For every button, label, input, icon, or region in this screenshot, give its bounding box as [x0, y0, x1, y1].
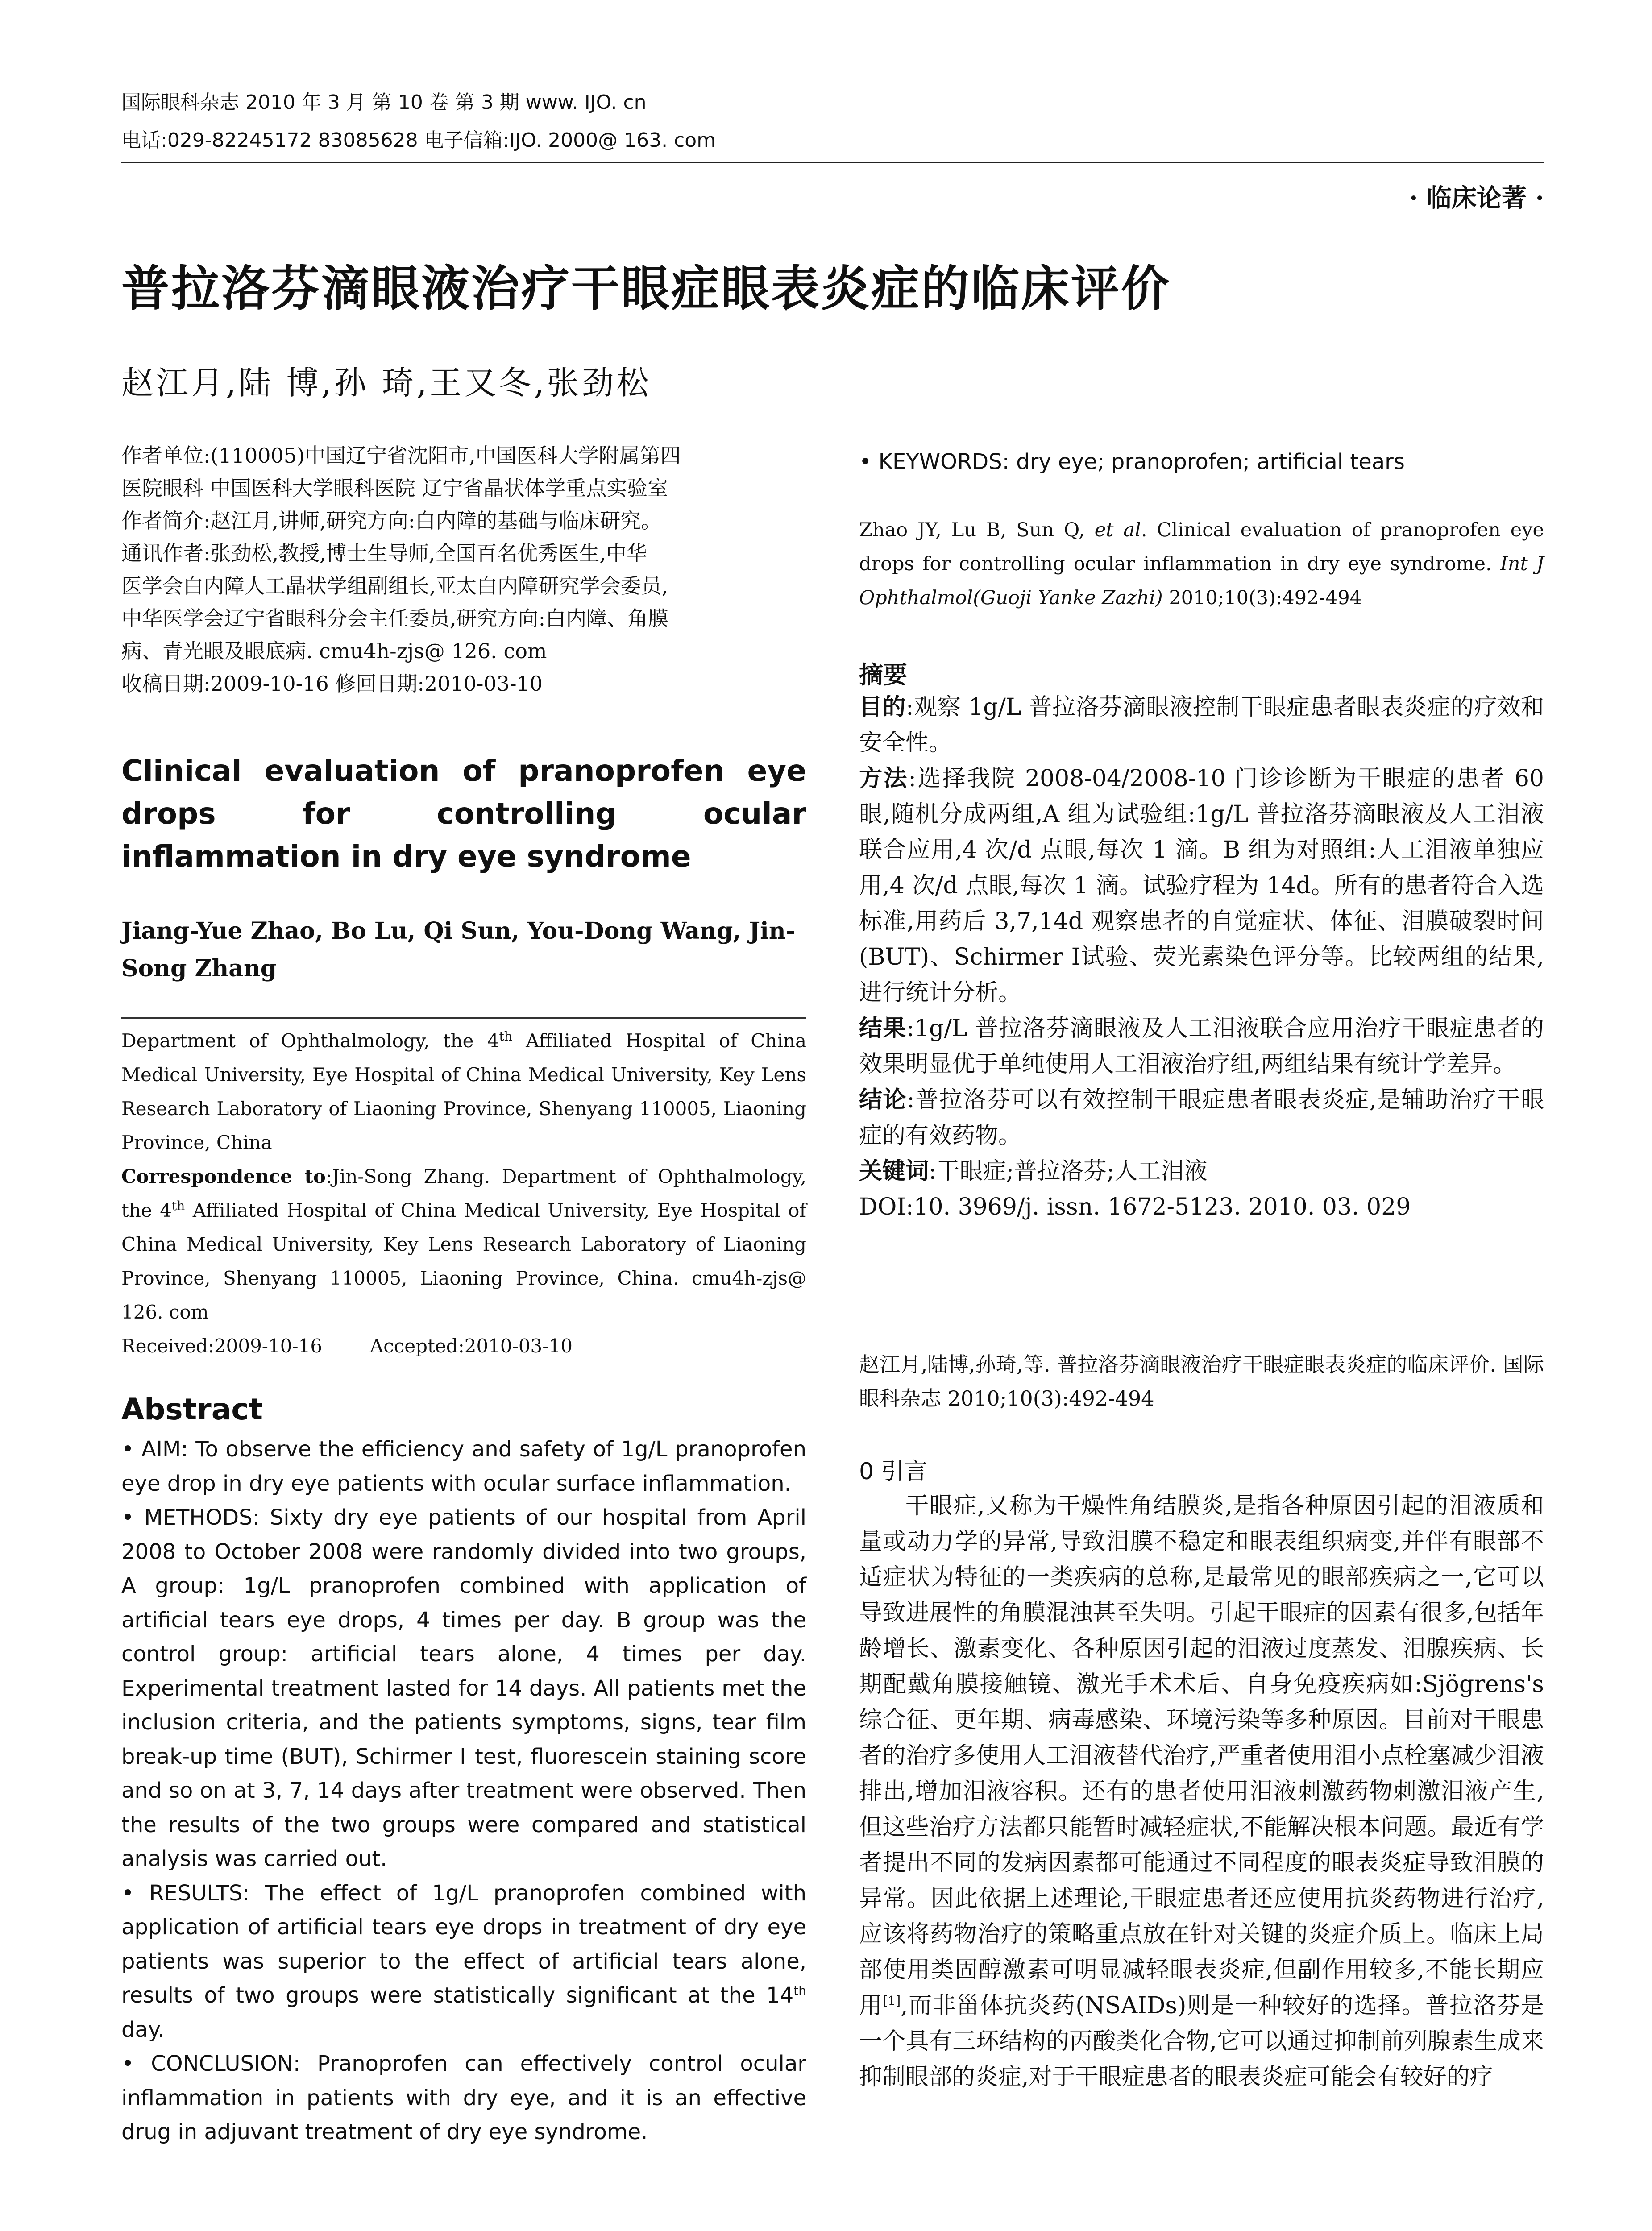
journal-contact: 电话:029-82245172 83085628 电子信箱:IJO. 2000@ 163. com	[121, 129, 716, 152]
cn-methods: 方法:选择我院 2008-04/2008-10 门诊诊断为干眼症的患者 60 眼,随机分成两组,A 组为试验组:1g/L 普拉洛芬滴眼液及人工泪液联合应用,4 次/d 点眼,每次 1 滴。B 组为对照组:人工泪液单独应用,4 次/d 点眼,每次 1 滴。试验疗程为 14d。所有的患者符合入选标准,用药后 3,7,14d 观察患者的自觉症状、体征、泪膜破裂时间(BUT)、Schirmer Ⅰ试验、荧光素染色评分等。比较两组的结果,进行统计分析。	[859, 765, 1544, 1006]
cn-abstract-body	[859, 689, 1544, 1225]
cn-results: 结果:1g/L 普拉洛芬滴眼液及人工泪液联合应用治疗干眼症患者的效果明显优于单纯使用人工泪液治疗组,两组结果有统计学差异。	[859, 1015, 1544, 1078]
affil-line: 中华医学会辽宁省眼科分会主任委员,研究方向:白内障、角膜	[121, 606, 669, 630]
dept-sup: th	[499, 1029, 512, 1044]
corr-text-cont: Affiliated Hospital of China Medical University, Eye Hospital of China Medical University, Key Lens Research Laboratory of Liaoning Province, Shenyang 110005, Liaoning Province, China. cmu4h-zjs@ 126. com	[121, 1199, 806, 1323]
intro-body	[859, 1488, 1544, 2095]
cn-keywords: 关键词:干眼症;普拉洛芬;人工泪液	[859, 1158, 1208, 1185]
section-tag: · 临床论著 ·	[1409, 183, 1544, 213]
abstract-methods: • METHODS: Sixty dry eye patients of our hospital from April 2008 to October 2008 were randomly divided into two groups, A group: 1g/L pranoprofen combined with application of artificial tears eye drops, 4 times per day. B group was the control group: artificial tears alone, 4 times per day. Experimental treatment lasted for 14 days. All patients met the inclusion criteria, and the patients symptoms, signs, tear film break-up time (BUT), Schirmer Ⅰ test, fluorescein staining score and so on at 3, 7, 14 days after treatment were observed. Then the results of the two groups were compared and statistical analysis was carried out.	[121, 1505, 806, 1871]
affil-line: 通讯作者:张劲松,教授,博士生导师,全国百名优秀医生,中华	[121, 541, 647, 565]
corr-text: :Jin-Song Zhang. Department of Ophthalmology, the 4	[121, 1165, 806, 1221]
cn-abstract-heading: 摘要	[859, 661, 907, 689]
abstract-heading: Abstract	[121, 1392, 263, 1427]
en-affiliation	[121, 1024, 806, 1363]
abstract-body	[121, 1432, 806, 2149]
cn-authors: 赵江月,陆 博,孙 琦,王又冬,张劲松	[121, 364, 652, 402]
page-title: 普拉洛芬滴眼液治疗干眼症眼表炎症的临床评价	[121, 261, 1171, 317]
cn-aim: 目的:观察 1g/L 普拉洛芬滴眼液控制干眼症患者眼表炎症的疗效和安全性。	[859, 694, 1544, 756]
en-authors: Jiang-Yue Zhao, Bo Lu, Qi Sun, You-Dong Wang, Jin-Song Zhang	[121, 917, 796, 982]
intro-paragraph: 干眼症,又称为干燥性角结膜炎,是指各种原因引起的泪液质和量或动力学的异常,导致泪膜不稳定和眼表组织病变,并伴有眼部不适症状为特征的一类疾病的总称,是最常见的眼部疾病之一,它可以导致进展性的角膜混浊甚至失明。引起干眼症的因素有很多,包括年龄增长、激素变化、各种原因引起的泪液过度蒸发、泪腺疾病、长期配戴角膜接触镜、激光手术术后、自身免疫疾病如:Sjögrens's 综合征、更年期、病毒感染、环境污染等多种原因。目前对干眼患者的治疗多使用人工泪液替代治疗,严重者使用泪小点栓塞减少泪液排出,增加泪液容积。还有的患者使用泪液刺激药物刺激泪液产生,但这些治疗方法都只能暂时减轻症状,不能解决根本问题。最近有学者提出不同的发病因素都可能通过不同程度的眼表炎症导致泪膜的异常。因此依据上述理论,干眼症患者还应使用抗炎药物进行治疗,应该将药物治疗的策略重点放在针对关键的炎症介质上。临床上局部使用类固醇激素可明显减轻眼表炎症,但副作用较多,不能长期应用[1],而非甾体抗炎药(NSAIDs)则是一种较好的选择。普拉洛芬是一个具有三环结构的丙酸类化合物,它可以通过抑制前列腺素生成来抑制眼部的炎症,对于干眼症患者的眼表炎症可能会有较好的疗	[859, 1493, 1544, 2090]
cn-affiliation	[121, 440, 806, 700]
en-title: Clinical evaluation of pranoprofen eye drops for controlling ocular inflammation in dry eye syndrome	[121, 754, 806, 874]
en-dates: Received:2009-10-16 Accepted:2010-03-10	[121, 1335, 573, 1357]
header-rule	[121, 162, 1544, 163]
affil-line: 病、青光眼及眼底病. cmu4h-zjs@ 126. com	[121, 639, 547, 663]
intro-heading: 0 引言	[859, 1458, 928, 1485]
abstract-conclusion: • CONCLUSION: Pranoprofen can effectively control ocular inflammation in patients with dry eye, and it is an effective drug in adjuvant treatment of dry eye syndrome.	[121, 2051, 806, 2144]
affil-line: 作者单位:(110005)中国辽宁省沈阳市,中国医科大学附属第四	[121, 444, 681, 468]
affil-line: 作者简介:赵江月,讲师,研究方向:白内障的基础与临床研究。	[121, 509, 662, 533]
affil-line: 医院眼科 中国医科大学眼科医院 辽宁省晶状体学重点实验室	[121, 476, 668, 500]
cn-conclusion: 结论:普拉洛芬可以有效控制干眼症患者眼表炎症,是辅助治疗干眼症的有效药物。	[859, 1086, 1544, 1149]
journal-header: 国际眼科杂志 2010 年 3 月 第 10 卷 第 3 期 www. IJO. cn	[121, 91, 647, 114]
dept-text: Department of Ophthalmology, the 4	[121, 1030, 499, 1052]
affil-line: 医学会白内障人工晶状学组副组长,亚太白内障研究学会委员,	[121, 574, 668, 598]
abstract-aim: • AIM: To observe the efficiency and safety of 1g/L pranoprofen eye drop in dry eye patients with ocular surface inflammation.	[121, 1437, 806, 1496]
abstract-results: • RESULTS: The effect of 1g/L pranoprofen combined with application of artificial tears eye drops in treatment of dry eye patients was superior to the effect of artificial tears alone, results of two groups were statistically significant at the 14th day.	[121, 1880, 806, 2042]
affil-line: 收稿日期:2009-10-16 修回日期:2010-03-10	[121, 672, 543, 696]
doi: DOI:10. 3969/j. issn. 1672-5123. 2010. 03. 029	[859, 1194, 1411, 1220]
en-keywords: • KEYWORDS: dry eye; pranoprofen; artificial tears	[859, 449, 1405, 474]
cn-citation: 赵江月,陆博,孙琦,等. 普拉洛芬滴眼液治疗干眼症眼表炎症的临床评价. 国际眼科杂志 2010;10(3):492-494	[859, 1352, 1544, 1410]
affil-divider	[121, 1017, 806, 1019]
corr-sup: th	[172, 1198, 185, 1213]
dept-text-cont: Affiliated Hospital of China Medical University, Eye Hospital of China Medical University, Key Lens Research Laboratory of Liaoning Province, Shenyang 110005, Liaoning Province, China	[121, 1030, 807, 1153]
en-citation: Zhao JY, Lu B, Sun Q, et al. Clinical evaluation of pranoprofen eye drops for controlling ocular inflammation in dry eye syndrome. Int J Ophthalmol(Guoji Yanke Zazhi) 2010;10(3):492-494	[859, 519, 1544, 609]
corr-label: Correspondence to	[121, 1165, 326, 1187]
